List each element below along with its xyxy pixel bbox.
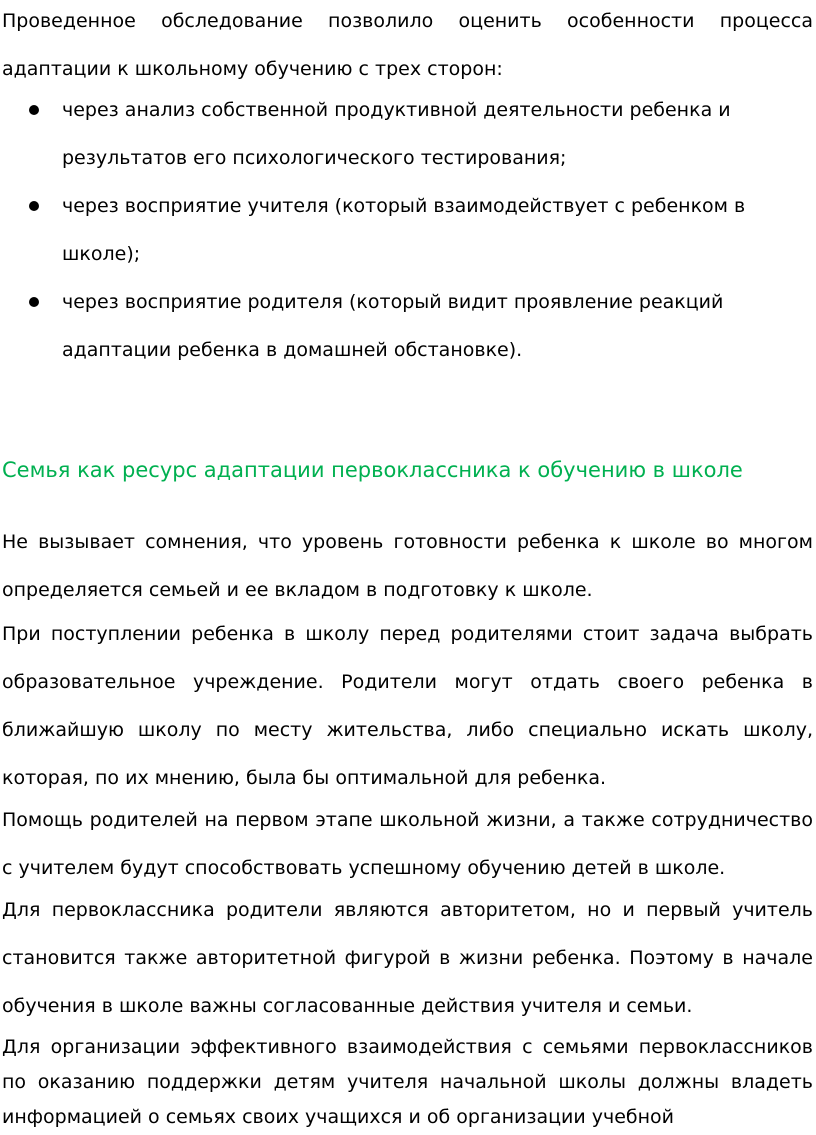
list-item-text: через восприятие учителя (который взаимодействует с ребенком в школе); xyxy=(62,195,746,265)
list-item-text: через восприятие родителя (который видит проявление реакций адаптации ребенка в домашней обстановке). xyxy=(62,291,724,361)
paragraph-school-choice: При поступлении ребенка в школу перед родителями стоит задача выбрать образовательное учреждение. Родители могут отдать своего ребенка в ближайшую школу по месту жительства, либо специально искать школу, которая, по их мнению, была бы оптимальной для ребенка. xyxy=(2,623,813,789)
paragraph-organization: Для организации эффективного взаимодействия с семьями первоклассников по оказанию поддержки детям учителя начальной школы должны владеть информацией о семьях своих учащихся и об организации учебной xyxy=(2,1036,813,1128)
list-item xyxy=(0,182,762,278)
paragraph-readiness: Не вызывает сомнения, что уровень готовности ребенка к школе во многом определяется семьей и ее вкладом в подготовку к школе. xyxy=(2,531,813,601)
paragraph-authority: Для первоклассника родители являются авторитетом, но и первый учитель становится также авторитетной фигурой в жизни ребенка. Поэтому в начале обучения в школе важны согласованные действия учителя и семьи. xyxy=(2,899,813,1017)
paragraph-parent-help: Помощь родителей на первом этапе школьной жизни, а также сотрудничество с учителем будут способствовать успешному обучению детей в школе. xyxy=(2,809,813,879)
list-item-text: через анализ собственной продуктивной деятельности ребенка и результатов его психологического тестирования; xyxy=(62,99,731,169)
bullet-icon xyxy=(29,297,39,307)
bullet-icon xyxy=(29,201,39,211)
list-item xyxy=(0,86,762,182)
list-item xyxy=(0,278,762,374)
intro-paragraph: Проведенное обследование позволило оценить особенности процесса адаптации к школьному обучению с трех сторон: xyxy=(2,10,813,80)
section-heading: Семья как ресурс адаптации первоклассника к обучению в школе xyxy=(2,458,743,482)
bullet-list xyxy=(0,86,816,374)
bullet-icon xyxy=(29,105,39,115)
